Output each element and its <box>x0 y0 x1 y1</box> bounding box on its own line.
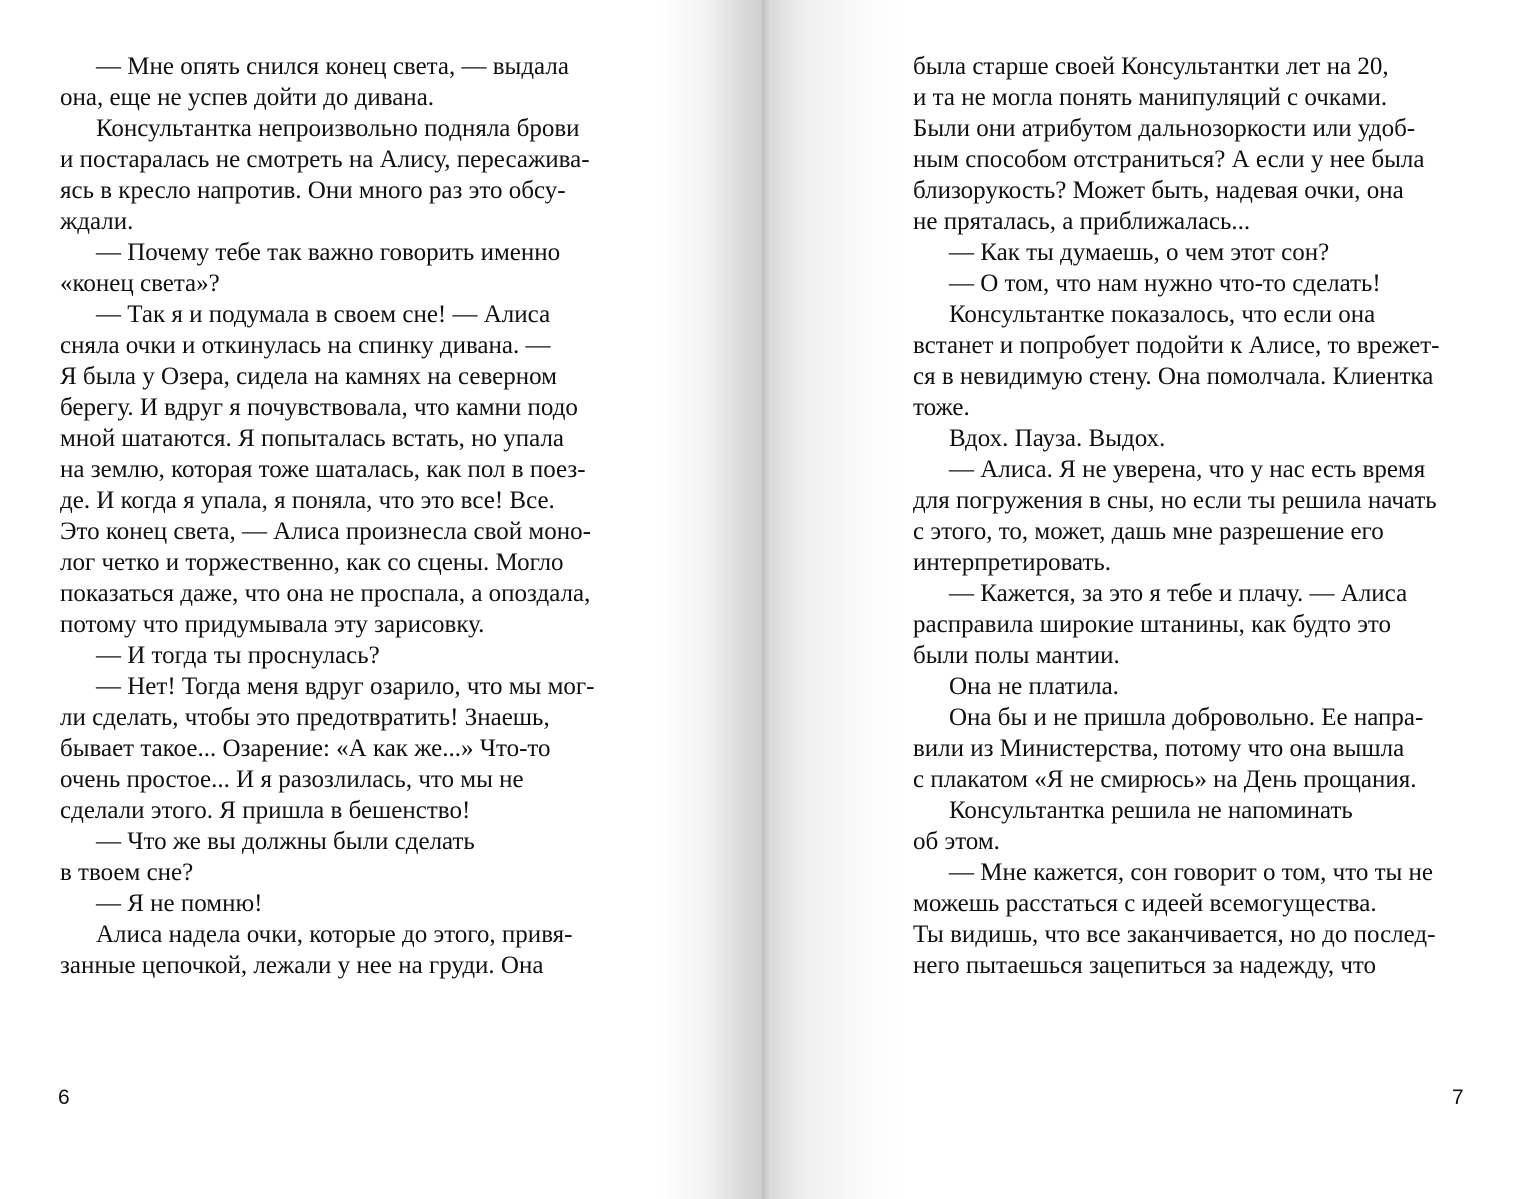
text-line: в твоем сне? <box>60 859 194 886</box>
text-line: лог четко и торжественно, как со сцены. Могло <box>60 549 564 576</box>
text-line: Консультантка непроизвольно подняла брови <box>96 115 580 142</box>
text-line: — Что же вы должны были сделать <box>96 828 475 855</box>
text-line: — Кажется, за это я тебе и плачу. — Алиса <box>949 580 1408 607</box>
text-line: встанет и попробует подойти к Алисе, то врежет- <box>913 332 1440 359</box>
text-line: бывает такое... Озарение: «А как же...» Что-то <box>60 735 551 762</box>
text-line: де. И когда я упала, я поняла, что это все! Все. <box>60 487 555 514</box>
text-line: берегу. И вдруг я почувствовала, что камни подо <box>60 394 578 421</box>
text-line: об этом. <box>913 828 1000 855</box>
text-line: ным способом отстраниться? А если у нее была <box>913 146 1425 173</box>
text-line: — Я не помню! <box>96 890 263 917</box>
text-line: ся в невидимую стену. Она помолчала. Клиентка <box>913 363 1434 390</box>
text-line: показаться даже, что она не проспала, а опоздала, <box>60 580 591 607</box>
text-line: Алиса надела очки, которые до этого, привя- <box>96 921 573 948</box>
left-page-text <box>60 51 595 981</box>
text-line: ясь в кресло напротив. Они много раз это обсу- <box>60 177 566 204</box>
text-line: — Мне опять снился конец света, — выдала <box>96 53 569 80</box>
text-line: — Мне кажется, сон говорит о том, что ты не <box>949 859 1434 886</box>
text-line: занные цепочкой, лежали у нее на груди. Она <box>60 952 544 979</box>
text-line: — Алиса. Я не уверена, что у нас есть время <box>949 456 1426 483</box>
text-line: Были они атрибутом дальнозоркости или удоб- <box>913 115 1416 142</box>
text-line: мной шатаются. Я попыталась встать, но упала <box>60 425 565 452</box>
text-line: ждали. <box>60 208 134 235</box>
text-line: с этого, то, может, дашь мне разрешение его <box>913 518 1384 545</box>
text-line: потому что придумывала эту зарисовку. <box>60 611 485 638</box>
text-line: — И тогда ты проснулась? <box>96 642 380 669</box>
right-page-text <box>913 51 1439 981</box>
text-line: ли сделать, чтобы это предотвратить! Знаешь, <box>60 704 550 731</box>
page-number: 6 <box>58 1086 70 1109</box>
text-line: — Как ты думаешь, о чем этот сон? <box>949 239 1330 266</box>
text-line: и та не могла понять манипуляций с очками. <box>913 84 1388 111</box>
text-line: Консультантке показалось, что если она <box>949 301 1376 328</box>
text-line: очень простое... И я разозлилась, что мы не <box>60 766 524 793</box>
text-line: была старше своей Консультантки лет на 20, <box>913 53 1389 80</box>
page-number: 7 <box>1452 1086 1464 1109</box>
text-line: Она бы и не пришла добровольно. Ее напра- <box>949 704 1424 731</box>
text-line: можешь расстаться с идеей всемогущества. <box>913 890 1377 917</box>
text-line: были полы мантии. <box>913 642 1120 669</box>
text-line: Я была у Озера, сидела на камнях на северном <box>60 363 557 390</box>
text-line: Вдох. Пауза. Выдох. <box>949 425 1166 452</box>
text-line: Это конец света, — Алиса произнесла свой моно- <box>60 518 591 545</box>
text-line: Она не платила. <box>949 673 1119 700</box>
text-line: Консультантка решила не напоминать <box>949 797 1353 824</box>
text-line: близорукость? Может быть, надевая очки, она <box>913 177 1404 204</box>
text-line: сняла очки и откинулась на спинку дивана. — <box>60 332 551 359</box>
text-line: него пытаешься зацепиться за надежду, что <box>913 952 1377 979</box>
text-line: интерпретировать. <box>913 549 1112 576</box>
text-line: — Так я и подумала в своем сне! — Алиса <box>96 301 551 328</box>
text-line: с плакатом «Я не смирюсь» на День прощания. <box>913 766 1417 793</box>
text-line: не пряталась, а приближалась... <box>913 208 1251 235</box>
text-line: на землю, которая тоже шаталась, как пол в поез- <box>60 456 586 483</box>
right-page <box>762 0 1524 1199</box>
text-line: для погружения в сны, но если ты решила начать <box>913 487 1437 514</box>
text-line: тоже. <box>913 394 970 421</box>
text-line: «конец света»? <box>60 270 220 297</box>
text-line: расправила широкие штанины, как будто это <box>913 611 1392 638</box>
text-line: она, еще не успев дойти до дивана. <box>60 84 435 111</box>
text-line: — Почему тебе так важно говорить именно <box>96 239 561 266</box>
text-line: вили из Министерства, потому что она вышла <box>913 735 1405 762</box>
text-line: Ты видишь, что все заканчивается, но до послед- <box>913 921 1436 948</box>
text-line: — Нет! Тогда меня вдруг озарило, что мы мог- <box>96 673 595 700</box>
text-line: — О том, что нам нужно что-то сделать! <box>949 270 1381 297</box>
text-line: сделали этого. Я пришла в бешенство! <box>60 797 471 824</box>
text-line: и постаралась не смотреть на Алису, пересажива- <box>60 146 590 173</box>
